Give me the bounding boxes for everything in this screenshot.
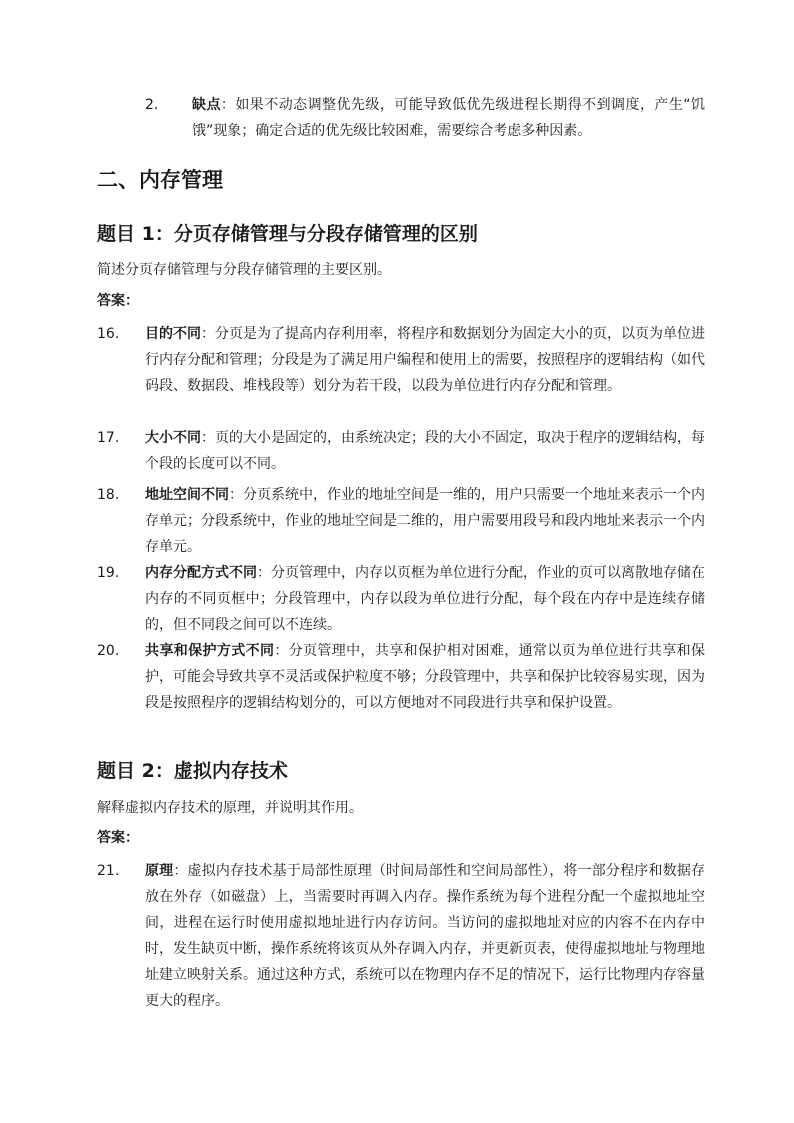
item-label: 地址空间不同 (145, 487, 229, 503)
list-number: 16. (97, 326, 120, 342)
list-number: 17. (97, 430, 120, 446)
item-text: ：分页系统中，作业的地址空间是一维的，用户只需要一个地址来表示一个内存单元；分段系统中，作业的地址空间是二维的，用户需要用段号和段内地址来表示一个内存单元。 (145, 487, 705, 555)
list-item (145, 638, 705, 716)
list-number: 20. (97, 643, 120, 659)
list-number: 19. (97, 565, 120, 581)
question-1-title: 题目 1：分页存储管理与分段存储管理的区别 (97, 223, 478, 245)
list-number: 21. (97, 863, 120, 879)
item-label: 内存分配方式不同 (145, 565, 257, 581)
list-item (145, 560, 705, 638)
item-label: 大小不同 (145, 430, 201, 446)
item-label: 共享和保护方式不同 (145, 643, 275, 659)
item-text: ：页的大小是固定的，由系统决定；段的大小不固定，取决于程序的逻辑结构，每个段的长度可以不同。 (145, 430, 705, 472)
item-text: ：如果不动态调整优先级，可能导致低优先级进程长期得不到调度，产生“饥饿”现象；确定合适的优先级比较困难，需要综合考虑多种因素。 (192, 97, 705, 139)
list-item (192, 92, 705, 144)
item-label: 目的不同 (145, 326, 201, 342)
list-item (145, 321, 705, 399)
item-text: ：虚拟内存技术基于局部性原理（时间局部性和空间局部性），将一部分程序和数据存放在外存（如磁盘）上，当需要时再调入内存。操作系统为每个进程分配一个虚拟地址空间，进程在运行时使用虚拟地址进行内存访问。当访问的虚拟地址对应的内容不在内存中时，发生缺页中断，操作系统将该页从外存调入内存，并更新页表，使得虚拟地址与物理地址建立映射关系。通过这种方式，系统可以在物理内存不足的情况下，运行比物理内存容量更大的程序。 (145, 863, 705, 1009)
list-number: 18. (97, 487, 120, 503)
list-item (145, 425, 705, 477)
section-title: 二、内存管理 (97, 168, 223, 192)
question-1-prompt: 简述分页存储管理与分段存储管理的主要区别。 (97, 262, 391, 278)
item-text: ：分页是为了提高内存利用率，将程序和数据划分为固定大小的页，以页为单位进行内存分配和管理；分段是为了满足用户编程和使用上的需要，按照程序的逻辑结构（如代码段、数据段、堆栈段等）划分为若干段，以段为单位进行内存分配和管理。 (145, 326, 705, 394)
question-2-prompt: 解释虚拟内存技术的原理，并说明其作用。 (97, 800, 363, 816)
item-label: 原理 (145, 863, 174, 879)
item-label: 缺点 (192, 97, 221, 113)
answer-label: 答案： (97, 293, 139, 309)
item-text: ：分页管理中，内存以页框为单位进行分配，作业的页可以离散地存储在内存的不同页框中；分段管理中，内存以段为单位进行分配，每个段在内存中是连续存储的，但不同段之间可以不连续。 (145, 565, 705, 633)
item-text: ：分页管理中，共享和保护相对困难，通常以页为单位进行共享和保护，可能会导致共享不灵活或保护粒度不够；分段管理中，共享和保护比较容易实现，因为段是按照程序的逻辑结构划分的，可以方便地对不同段进行共享和保护设置。 (145, 643, 706, 711)
list-item (145, 482, 705, 560)
answer-label: 答案： (97, 830, 139, 846)
list-number: 2. (145, 97, 159, 113)
question-2-title: 题目 2：虚拟内存技术 (97, 760, 288, 782)
list-item (145, 858, 705, 1014)
